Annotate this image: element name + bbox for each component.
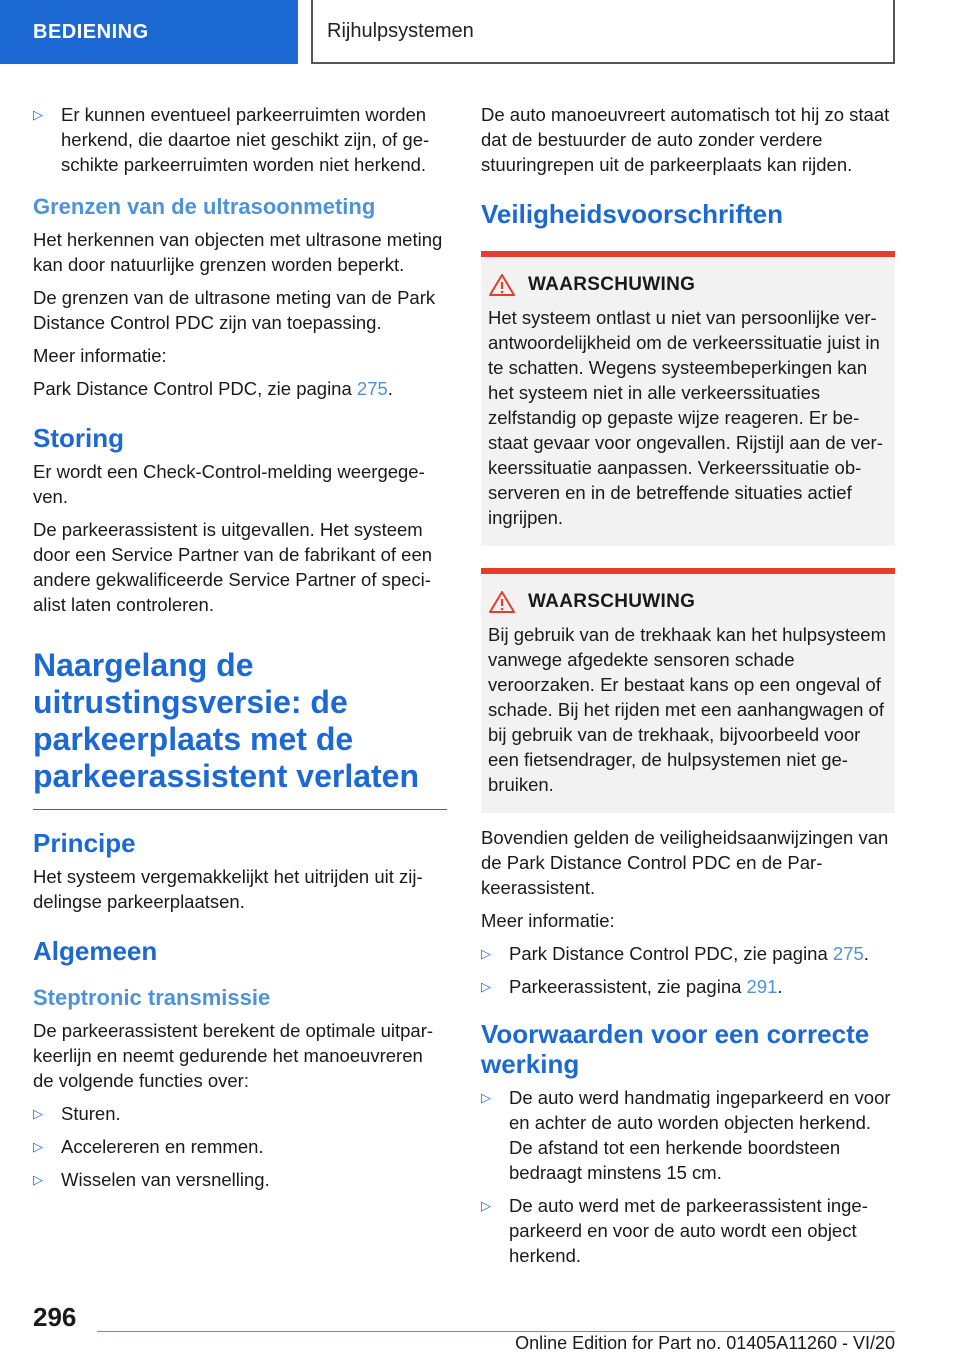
paragraph: Het herkennen van objecten met ultrasone meting kan door natuurlijke grenzen worden beperkt. — [33, 229, 443, 275]
heading-grenzen: Grenzen van de ultrasoonmeting — [33, 194, 376, 219]
list-item: ▷ Wisselen van versnelling. — [33, 1169, 270, 1190]
paragraph: Er wordt een Check-Control-melding weergegeven. — [33, 461, 425, 507]
heading-parkeerplaats-verlaten: Naargelang de uitrustingsversie: de parkeerplaats met de parkeerassistent verlaten — [33, 647, 419, 794]
heading-voorwaarden: Voorwaarden voor een correcte werking — [481, 1019, 870, 1079]
heading-principe: Principe — [33, 828, 136, 858]
heading-storing: Storing — [33, 423, 124, 453]
page-link-291[interactable]: 291 — [746, 976, 778, 997]
footer-edition: Online Edition for Part no. 01405A11260 - VI/20 — [515, 1333, 895, 1353]
paragraph: Meer informatie: — [481, 910, 615, 931]
footer-divider — [97, 1331, 895, 1332]
header-chapter-label: Rijhulpsystemen — [327, 19, 474, 42]
list-item: ▷ De auto werd handmatig ingeparkeerd en voor en achter de auto worden objecten herkend. De afstand tot een herkende boordsteen bedraagt minstens 15 cm. — [481, 1087, 891, 1183]
list-item: ▷ Accelereren en remmen. — [33, 1136, 264, 1157]
triangle-right-icon: ▷ — [33, 1106, 43, 1121]
warning-header — [488, 590, 887, 614]
page-link-275[interactable]: 275 — [832, 943, 864, 964]
header-chapter-tab — [311, 0, 895, 64]
page-number: 296 — [33, 1302, 77, 1332]
warning-text: Het systeem ontlast u niet van persoonlijke verantwoordelijkheid om de verkeerssituatie juist in te schatten. Wegens systeembeperkingen kan het systeem niet in alle verkeerssituaties zelfstandig op gepaste wijze reageren. Er bestaat gevaar voor ongevallen. Rijstijl aan de verkeerssituatie aanpassen. Verkeerssituatie observeren en in de betreffende situaties actief ingrijpen. — [488, 307, 883, 528]
triangle-right-icon: ▷ — [33, 107, 43, 122]
heading-steptronic: Steptronic transmissie — [33, 985, 271, 1010]
triangle-right-icon: ▷ — [33, 1172, 43, 1187]
triangle-right-icon: ▷ — [481, 1090, 491, 1105]
left-column — [33, 102, 447, 1200]
paragraph: De parkeerassistent is uitgevallen. Het systeem door een Service Partner van de fabrikant of een andere gekwalificeerde Service Partner of specialist laten controleren. — [33, 519, 433, 615]
header-section-tab — [0, 0, 298, 64]
warning-label: WAARSCHUWING — [528, 591, 696, 612]
paragraph: De auto manoeuvreert automatisch tot hij zo staat dat de bestuurder de auto zonder verdere stuuringrepen uit de parkeerplaats kan rijden. — [481, 104, 890, 175]
triangle-right-icon: ▷ — [481, 979, 491, 994]
warning-box — [481, 251, 895, 546]
warning-label: WAARSCHUWING — [528, 274, 696, 295]
list-item: ▷ Parkeerassistent, zie pagina 291. — [481, 976, 783, 997]
paragraph: Bovendien gelden de veiligheidsaanwijzingen van de Park Distance Control PDC en de Parkeerassistent. — [481, 827, 889, 898]
right-column — [481, 102, 895, 1276]
paragraph: De grenzen van de ultrasone meting van de Park Distance Control PDC zijn van toepassing. — [33, 287, 436, 333]
warning-text: Bij gebruik van de trekhaak kan het hulpsysteem vanwege afgedekte sensoren schade veroorzaken. Er bestaat kans op een ongeval of schade. Bij het rijden met een aanhangwagen of bij gebruik van de trekhaak, bijvoorbeeld voor een fietsendrager, de hulpsystemen niet gebruiken. — [488, 624, 886, 795]
paragraph-reference: Park Distance Control PDC, zie pagina 275. — [33, 378, 393, 399]
heading-algemeen: Algemeen — [33, 936, 158, 966]
triangle-right-icon: ▷ — [481, 1198, 491, 1213]
triangle-right-icon: ▷ — [33, 1139, 43, 1154]
paragraph: Het systeem vergemakkelijkt het uitrijden uit zijdelingse parkeerplaatsen. — [33, 866, 423, 912]
paragraph: Meer informatie: — [33, 345, 167, 366]
warning-box — [481, 568, 895, 813]
paragraph: De parkeerassistent berekent de optimale uitparkeerlijn en neemt gedurende het manoeuvreren de volgende functies over: — [33, 1020, 434, 1091]
warning-triangle-icon — [488, 590, 516, 614]
list-item: ▷ Park Distance Control PDC, zie pagina 275. — [481, 943, 869, 964]
page-link-275[interactable]: 275 — [356, 378, 388, 399]
warning-triangle-icon — [488, 273, 516, 297]
list-item: ▷ Er kunnen eventueel parkeerruimten worden herkend, die daartoe niet geschikt zijn, of geschikte parkeerruimten worden niet herkend. — [33, 104, 430, 175]
list-item: ▷ De auto werd met de parkeerassistent ingeparkeerd en voor de auto wordt een object herkend. — [481, 1195, 868, 1266]
heading-veiligheidsvoorschriften: Veiligheidsvoorschriften — [481, 199, 783, 229]
header-section-label: BEDIENING — [33, 20, 149, 43]
heading-divider — [33, 809, 447, 810]
triangle-right-icon: ▷ — [481, 946, 491, 961]
list-item: ▷ Sturen. — [33, 1103, 121, 1124]
warning-header — [488, 273, 887, 297]
